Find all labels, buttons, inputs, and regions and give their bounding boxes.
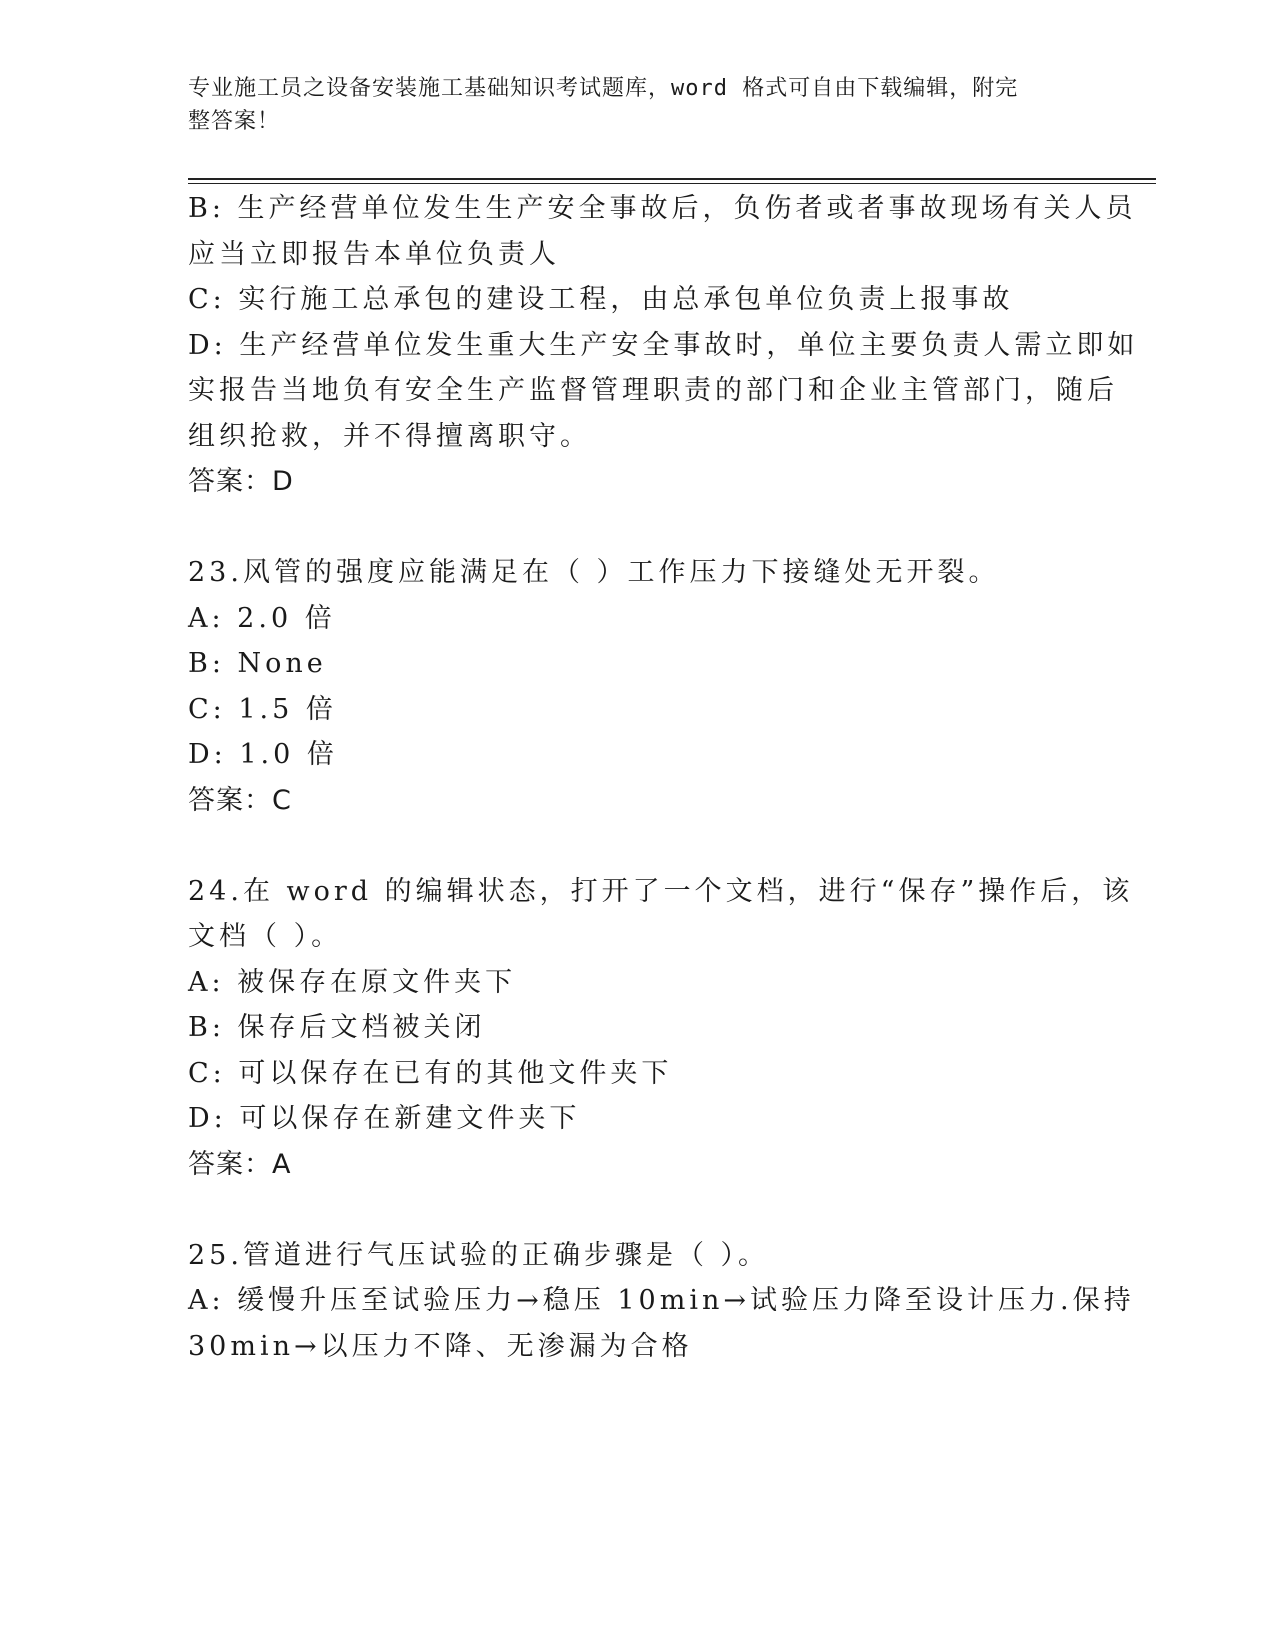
q22-option-b-line-1: B: 生产经营单位发生生产安全事故后，负伤者或者事故现场有关人员 (188, 193, 1137, 224)
q24-question-line-2: 文档（ ）。 (188, 921, 343, 952)
q24-option-b: B: 保存后文档被关闭 (188, 1012, 486, 1043)
q24-option-d: D: 可以保存在新建文件夹下 (188, 1103, 581, 1134)
q24-question-line-1: 24.在 word 的编辑状态，打开了一个文档，进行“保存”操作后，该 (188, 875, 1134, 907)
q22-option-d-line-2: 实报告当地负有安全生产监督管理职责的部门和企业主管部门，随后 (188, 375, 1118, 406)
q25-question: 25.管道进行气压试验的正确步骤是（ ）。 (188, 1239, 770, 1271)
spacer (188, 1187, 1088, 1233)
header-divider-thin (188, 183, 1156, 184)
q23-option-a: A: 2.0 倍 (188, 602, 336, 634)
question-24-block (188, 869, 1134, 1188)
question-25-block (188, 1233, 1135, 1370)
document-body (188, 186, 1139, 1369)
q22-option-d-line-1: D: 生产经营单位发生重大生产安全事故时，单位主要负责人需立即如 (188, 329, 1139, 361)
q23-option-b: B: None (188, 648, 327, 679)
question-23-block (188, 550, 1088, 823)
q24-option-c: C: 可以保存在已有的其他文件夹下 (188, 1057, 673, 1089)
q22-answer: 答案：D (188, 466, 294, 497)
document-header (188, 72, 1068, 138)
q23-question: 23.风管的强度应能满足在（ ）工作压力下接缝处无开裂。 (188, 557, 1000, 588)
question-22-block (188, 186, 1139, 505)
q24-option-a: A: 被保存在原文件夹下 (188, 966, 517, 998)
q23-answer: 答案：C (188, 784, 292, 816)
header-title-line-1: 专业施工员之设备安装施工基础知识考试题库，word 格式可自由下载编辑，附完 (188, 76, 1019, 101)
header-title-line-2: 整答案！ (188, 109, 281, 134)
q24-answer: 答案：A (188, 1148, 292, 1180)
header-divider-thick (188, 178, 1156, 180)
spacer (188, 823, 1088, 869)
q23-option-d: D: 1.0 倍 (188, 739, 338, 770)
spacer (188, 505, 1088, 551)
q25-option-a-line-2: 30min→以压力不降、无渗漏为合格 (188, 1330, 693, 1362)
q22-option-b-line-2: 应当立即报告本单位负责人 (188, 238, 560, 270)
q23-option-c: C: 1.5 倍 (188, 693, 337, 725)
q22-option-d-line-3: 组织抢救，并不得擅离职守。 (188, 420, 591, 452)
q22-option-c: C: 实行施工总承包的建设工程，由总承包单位负责上报事故 (188, 284, 1014, 315)
q25-option-a-line-1: A: 缓慢升压至试验压力→稳压 10min→试验压力降至设计压力.保持 (188, 1285, 1135, 1316)
